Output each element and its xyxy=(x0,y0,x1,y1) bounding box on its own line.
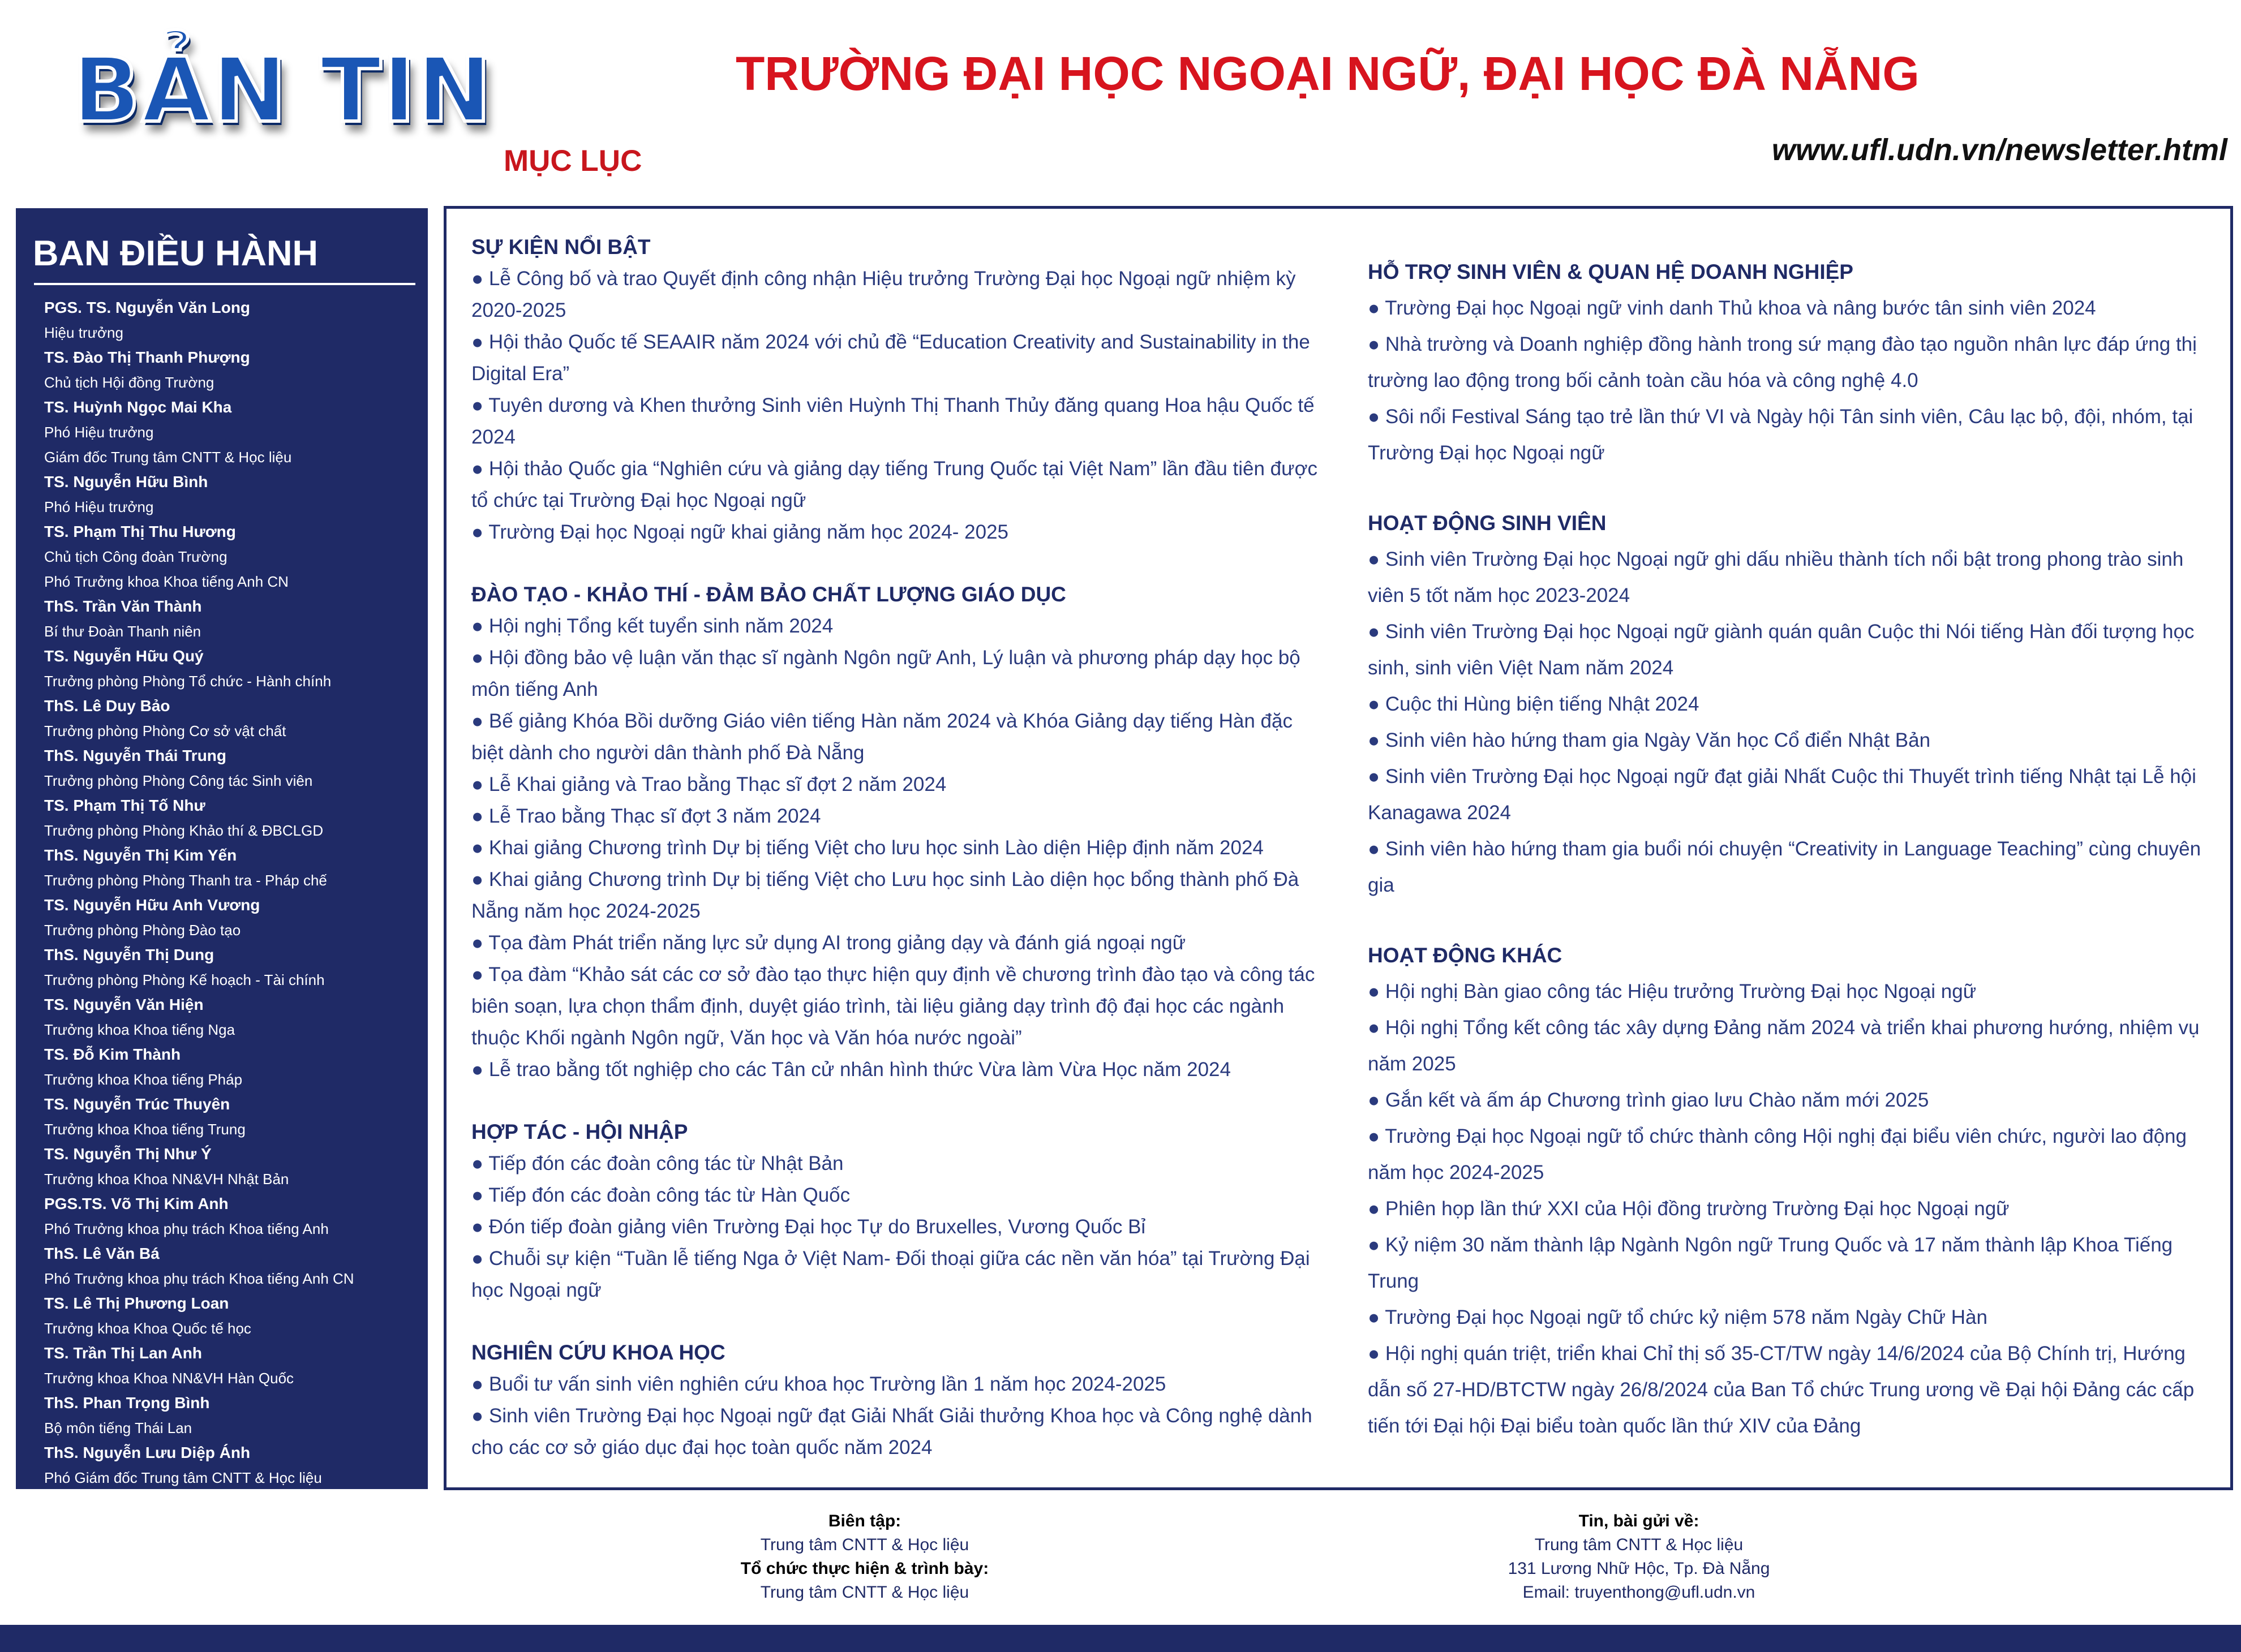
member-name: ThS. Nguyễn Thái Trung xyxy=(44,747,226,764)
producer-label: Tổ chức thực hiện & trình bày: xyxy=(740,1559,989,1578)
member-entry xyxy=(44,644,415,694)
member-name: ThS. Lê Văn Bá xyxy=(44,1245,160,1262)
member-entry xyxy=(44,992,415,1042)
member-name: ThS. Phan Trọng Bình xyxy=(44,1394,210,1412)
contents-box xyxy=(444,206,2233,1490)
newsletter-website[interactable]: www.ufl.udn.vn/newsletter.html xyxy=(1771,133,2227,167)
toc-item[interactable]: ● Hội nghị Tổng kết công tác xây dựng Đảng năm 2024 và triển khai phương hướng, nhiệm vụ năm 2025 xyxy=(1368,1017,2200,1075)
bottom-bar xyxy=(0,1625,2241,1652)
member-entry xyxy=(44,395,415,470)
management-board-panel xyxy=(16,208,428,1489)
heading-divider xyxy=(34,283,415,285)
member-name: TS. Huỳnh Ngọc Mai Kha xyxy=(44,398,232,416)
member-name: PGS. TS. Nguyễn Văn Long xyxy=(44,299,251,316)
toc-item[interactable]: ● Lễ Công bố và trao Quyết định công nhận Hiệu trưởng Trường Đại học Ngoại ngữ nhiệm kỳ 2020-2025 xyxy=(471,268,1296,321)
toc-section xyxy=(471,231,1320,548)
member-name: TS. Trần Thị Lan Anh xyxy=(44,1344,202,1362)
member-entry xyxy=(44,1341,415,1391)
member-role: Trưởng phòng Phòng Tổ chức - Hành chính xyxy=(44,673,332,690)
newsletter-logo: BẢN TIN xyxy=(72,38,493,143)
toc-section xyxy=(471,579,1320,1086)
toc-item[interactable]: ● Bế giảng Khóa Bồi dưỡng Giáo viên tiếng Hàn năm 2024 và Khóa Giảng dạy tiếng Hàn đặc biệt dành cho người dân thành phố Đà Nẵng xyxy=(471,710,1293,764)
toc-item[interactable]: ● Trường Đại học Ngoại ngữ khai giảng năm học 2024- 2025 xyxy=(471,521,1009,543)
member-entry xyxy=(44,295,415,345)
member-entry xyxy=(44,893,415,943)
editor-value: Trung tâm CNTT & Học liệu xyxy=(760,1535,969,1554)
member-role: Trưởng khoa Khoa NN&VH Nhật Bản xyxy=(44,1171,289,1188)
member-name: ThS. Nguyễn Thị Dung xyxy=(44,946,214,963)
toc-item[interactable]: ● Hội thảo Quốc tế SEAAIR năm 2024 với chủ đề “Education Creativity and Sustainability in the Digital Era” xyxy=(471,331,1310,385)
toc-item[interactable]: ● Lễ Khai giảng và Trao bằng Thạc sĩ đợt 2 năm 2024 xyxy=(471,773,947,795)
member-name: TS. Phạm Thị Tố Như xyxy=(44,797,205,814)
member-role: Phó Hiệu trưởng xyxy=(44,424,154,441)
member-role: Bí thư Đoàn Thanh niên xyxy=(44,623,201,640)
toc-section xyxy=(471,1337,1320,1464)
submit-address: 131 Lương Nhữ Hộc, Tp. Đà Nẵng xyxy=(1508,1559,1770,1578)
member-entry xyxy=(44,793,415,843)
toc-section-title: HỢP TÁC - HỘI NHẬP xyxy=(471,1120,688,1143)
university-title: TRƯỜNG ĐẠI HỌC NGOẠI NGỮ, ĐẠI HỌC ĐÀ NẴNG xyxy=(736,47,1920,100)
management-board-heading: BAN ĐIỀU HÀNH xyxy=(33,234,318,273)
member-role: Chủ tịch Công đoàn Trường xyxy=(44,548,227,565)
toc-item[interactable]: ● Sinh viên Trường Đại học Ngoại ngữ giành quán quân Cuộc thi Nói tiếng Hàn đối tượng học sinh, sinh viên Việt Nam năm 2024 xyxy=(1368,621,2195,679)
submission-contact xyxy=(1413,1509,1865,1604)
member-name: TS. Lê Thị Phương Loan xyxy=(44,1294,229,1312)
toc-item[interactable]: ● Sinh viên Trường Đại học Ngoại ngữ đạt Giải Nhất Giải thưởng Khoa học và Công nghệ dành cho các cơ sở giáo dục đại học toàn quốc năm 2024 xyxy=(471,1405,1312,1459)
member-entry xyxy=(44,470,415,519)
toc-item[interactable]: ● Hội đồng bảo vệ luận văn thạc sĩ ngành Ngôn ngữ Anh, Lý luận và phương pháp dạy học bộ môn tiếng Anh xyxy=(471,647,1300,700)
member-entry xyxy=(44,743,415,793)
member-entry xyxy=(44,1191,415,1241)
toc-item[interactable]: ● Phiên họp lần thứ XXI của Hội đồng trường Trường Đại học Ngoại ngữ xyxy=(1368,1198,2010,1220)
editor-label: Biên tập: xyxy=(828,1512,901,1530)
member-role: Hiệu trưởng xyxy=(44,324,123,341)
toc-item[interactable]: ● Hội nghị quán triệt, triển khai Chỉ thị số 35-CT/TW ngày 14/6/2024 của Bộ Chính trị, Hướng dẫn số 27-HD/BTCTW ngày 26/8/2024 của Ban Tổ chức Trung ương về Đại hội Đảng các cấp tiến tới Đại hội Đại biểu toàn quốc lần thứ XIV của Đảng xyxy=(1368,1343,2195,1437)
toc-item[interactable]: ● Khai giảng Chương trình Dự bị tiếng Việt cho lưu học sinh Lào diện Hiệp định năm 2024 xyxy=(471,837,1264,859)
member-entry xyxy=(44,1092,415,1142)
member-role: Trưởng phòng Phòng Kế hoạch - Tài chính xyxy=(44,971,325,988)
member-role: Bộ môn tiếng Thái Lan xyxy=(44,1419,192,1436)
toc-item[interactable]: ● Khai giảng Chương trình Dự bị tiếng Việt cho Lưu học sinh Lào diện học bổng thành phố Đà Nẵng năm học 2024-2025 xyxy=(471,868,1299,922)
member-name: ThS. Trần Văn Thành xyxy=(44,597,202,615)
toc-section xyxy=(1368,254,2217,471)
toc-item[interactable]: ● Hội nghị Bàn giao công tác Hiệu trưởng Trường Đại học Ngoại ngữ xyxy=(1368,980,1977,1003)
member-list xyxy=(29,295,415,1489)
member-name: ThS. Lê Duy Bảo xyxy=(44,697,170,715)
toc-item[interactable]: ● Chuỗi sự kiện “Tuần lễ tiếng Nga ở Việt Nam- Đối thoại giữa các nền văn hóa” tại Trường Đại học Ngoại ngữ xyxy=(471,1247,1310,1301)
toc-section-title: SỰ KIỆN NỔI BẬT xyxy=(471,235,651,259)
toc-section-title: HOẠT ĐỘNG SINH VIÊN xyxy=(1368,511,1607,535)
toc-item[interactable]: ● Tiếp đón các đoàn công tác từ Nhật Bản xyxy=(471,1152,844,1175)
member-role: Chủ tịch Hội đồng Trường xyxy=(44,374,214,391)
member-name: TS. Nguyễn Hữu Quý xyxy=(44,647,204,665)
toc-section-title: HỖ TRỢ SINH VIÊN & QUAN HỆ DOANH NGHIỆP xyxy=(1368,260,1853,283)
member-entry xyxy=(44,519,415,594)
toc-item[interactable]: ● Sinh viên hào hứng tham gia buổi nói chuyện “Creativity in Language Teaching” cùng chuyên gia xyxy=(1368,838,2201,896)
member-entry xyxy=(44,1291,415,1341)
toc-item[interactable]: ● Sinh viên Trường Đại học Ngoại ngữ ghi dấu nhiều thành tích nổi bật trong phong trào sinh viên 5 tốt năm học 2023-2024 xyxy=(1368,548,2184,606)
member-role: Trưởng khoa Khoa NN&VH Hàn Quốc xyxy=(44,1370,294,1387)
member-name: ThS. Nguyễn Thị Kim Yến xyxy=(44,846,237,864)
member-role: Phó Trưởng khoa Khoa tiếng Anh CN xyxy=(44,573,289,590)
member-role: Trưởng khoa Khoa tiếng Pháp xyxy=(44,1071,243,1088)
toc-section-title: HOẠT ĐỘNG KHÁC xyxy=(1368,944,1562,967)
member-name: TS. Phạm Thị Thu Hương xyxy=(44,523,236,540)
member-role: Phó Trưởng khoa phụ trách Khoa tiếng Anh CN xyxy=(44,1270,354,1287)
table-of-contents-label: MỤC LỤC xyxy=(504,144,642,178)
member-role: Phó Giám đốc Trung tâm CNTT & Học liệu xyxy=(44,1469,322,1486)
member-entry xyxy=(44,1241,415,1291)
submit-organization: Trung tâm CNTT & Học liệu xyxy=(1534,1535,1744,1554)
toc-item[interactable]: ● Cuộc thi Hùng biện tiếng Nhật 2024 xyxy=(1368,693,1699,715)
submit-email[interactable]: Email: truyenthong@ufl.udn.vn xyxy=(1522,1583,1755,1602)
member-entry xyxy=(44,1142,415,1191)
member-name: TS. Đỗ Kim Thành xyxy=(44,1046,181,1063)
toc-item[interactable]: ● Sinh viên Trường Đại học Ngoại ngữ đạt giải Nhất Cuộc thi Thuyết trình tiếng Nhật tại Lễ hội Kanagawa 2024 xyxy=(1368,765,2196,824)
member-role: Giám đốc Trung tâm CNTT & Học liệu xyxy=(44,449,292,466)
member-role: Trưởng khoa Khoa Quốc tế học xyxy=(44,1320,251,1337)
toc-section xyxy=(1368,505,2217,904)
toc-item[interactable]: ● Trường Đại học Ngoại ngữ vinh danh Thủ khoa và nâng bước tân sinh viên 2024 xyxy=(1368,297,2096,319)
toc-item[interactable]: ● Gắn kết và ấm áp Chương trình giao lưu Chào năm mới 2025 xyxy=(1368,1089,1929,1111)
member-role: Trưởng khoa Khoa tiếng Trung xyxy=(44,1121,246,1138)
toc-item[interactable]: ● Sinh viên hào hứng tham gia Ngày Văn học Cổ điển Nhật Bản xyxy=(1368,729,1931,751)
member-name: TS. Đào Thị Thanh Phượng xyxy=(44,349,250,366)
member-entry xyxy=(44,345,415,395)
member-entry xyxy=(44,694,415,743)
toc-item[interactable]: ● Hội thảo Quốc gia “Nghiên cứu và giảng dạy tiếng Trung Quốc tại Việt Nam” lần đầu tiên được tổ chức tại Trường Đại học Ngoại ngữ xyxy=(471,458,1318,511)
member-entry xyxy=(44,1440,415,1489)
member-role: Trưởng phòng Phòng Khảo thí & ĐBCLGD xyxy=(44,822,324,839)
member-entry xyxy=(44,1391,415,1440)
member-role: Trưởng phòng Phòng Đào tạo xyxy=(44,922,241,939)
member-name: TS. Nguyễn Văn Hiện xyxy=(44,996,204,1013)
toc-item[interactable]: ● Lễ trao bằng tốt nghiệp cho các Tân cử nhân hình thức Vừa làm Vừa Học năm 2024 xyxy=(471,1059,1231,1081)
member-role: Trưởng khoa Khoa tiếng Nga xyxy=(44,1021,235,1038)
toc-section xyxy=(471,1116,1320,1306)
toc-item[interactable]: ● Lễ Trao bằng Thạc sĩ đợt 3 năm 2024 xyxy=(471,805,821,827)
toc-item[interactable]: ● Kỷ niệm 30 năm thành lập Ngành Ngôn ngữ Trung Quốc và 17 năm thành lập Khoa Tiếng Trung xyxy=(1368,1234,2173,1292)
toc-item[interactable]: ● Đón tiếp đoàn giảng viên Trường Đại học Tự do Bruxelles, Vương Quốc Bỉ xyxy=(471,1216,1146,1238)
toc-item[interactable]: ● Tiếp đón các đoàn công tác từ Hàn Quốc xyxy=(471,1184,851,1206)
member-name: TS. Nguyễn Thị Như Ý xyxy=(44,1145,212,1163)
member-role: Trưởng phòng Phòng Cơ sở vật chất xyxy=(44,722,286,739)
toc-item[interactable]: ● Nhà trường và Doanh nghiệp đồng hành trong sứ mạng đào tạo nguồn nhân lực đáp ứng thị trường lao động trong bối cảnh toàn cầu hóa và công nghệ 4.0 xyxy=(1368,333,2197,392)
toc-item[interactable]: ● Buổi tư vấn sinh viên nghiên cứu khoa học Trường lần 1 năm học 2024-2025 xyxy=(471,1373,1166,1395)
toc-section xyxy=(1368,937,2217,1444)
member-name: TS. Nguyễn Trúc Thuyên xyxy=(44,1095,230,1113)
member-role: Trưởng phòng Phòng Công tác Sinh viên xyxy=(44,772,313,789)
member-entry xyxy=(44,943,415,992)
member-role: Phó Trưởng khoa phụ trách Khoa tiếng Anh xyxy=(44,1220,329,1237)
editorial-credits xyxy=(638,1509,1091,1604)
toc-left-column xyxy=(471,231,1320,1494)
member-entry xyxy=(44,1042,415,1092)
toc-item[interactable]: ● Tuyên dương và Khen thưởng Sinh viên Huỳnh Thị Thanh Thủy đăng quang Hoa hậu Quốc tế 2024 xyxy=(471,394,1315,448)
member-name: TS. Nguyễn Hữu Bình xyxy=(44,473,208,491)
member-role: Phó Hiệu trưởng xyxy=(44,498,154,515)
toc-right-column xyxy=(1368,254,2217,1478)
member-name: TS. Nguyễn Hữu Anh Vương xyxy=(44,896,260,914)
toc-item[interactable]: ● Hội nghị Tổng kết tuyển sinh năm 2024 xyxy=(471,615,834,637)
member-name: PGS.TS. Võ Thị Kim Anh xyxy=(44,1195,229,1212)
submit-label: Tin, bài gửi về: xyxy=(1578,1512,1699,1530)
toc-item[interactable]: ● Tọa đàm “Khảo sát các cơ sở đào tạo thực hiện quy định về chương trình đào tạo và công tác biên soạn, lựa chọn thẩm định, duyệt giáo trình, tài liệu giảng dạy trình độ đại học các ngành thuộc Khối ngành Ngôn ngữ, Văn học và Văn hóa nước ngoài” xyxy=(471,963,1315,1049)
toc-item[interactable]: ● Sôi nổi Festival Sáng tạo trẻ lần thứ VI và Ngày hội Tân sinh viên, Câu lạc bộ, đội, nhóm, tại Trường Đại học Ngoại ngữ xyxy=(1368,406,2193,464)
producer-value: Trung tâm CNTT & Học liệu xyxy=(760,1583,969,1602)
toc-item[interactable]: ● Trường Đại học Ngoại ngữ tổ chức kỷ niệm 578 năm Ngày Chữ Hàn xyxy=(1368,1306,1987,1328)
toc-item[interactable]: ● Tọa đàm Phát triển năng lực sử dụng AI trong giảng dạy và đánh giá ngoại ngữ xyxy=(471,932,1186,954)
toc-section-title: NGHIÊN CỨU KHOA HỌC xyxy=(471,1341,725,1364)
member-name: ThS. Nguyễn Lưu Diệp Ánh xyxy=(44,1444,251,1461)
toc-section-title: ĐÀO TẠO - KHẢO THÍ - ĐẢM BẢO CHẤT LƯỢNG GIÁO DỤC xyxy=(471,583,1066,606)
toc-item[interactable]: ● Trường Đại học Ngoại ngữ tổ chức thành công Hội nghị đại biểu viên chức, người lao động năm học 2024-2025 xyxy=(1368,1125,2187,1184)
member-entry xyxy=(44,594,415,644)
member-entry xyxy=(44,843,415,893)
member-role: Trưởng phòng Phòng Thanh tra - Pháp chế xyxy=(44,872,327,889)
